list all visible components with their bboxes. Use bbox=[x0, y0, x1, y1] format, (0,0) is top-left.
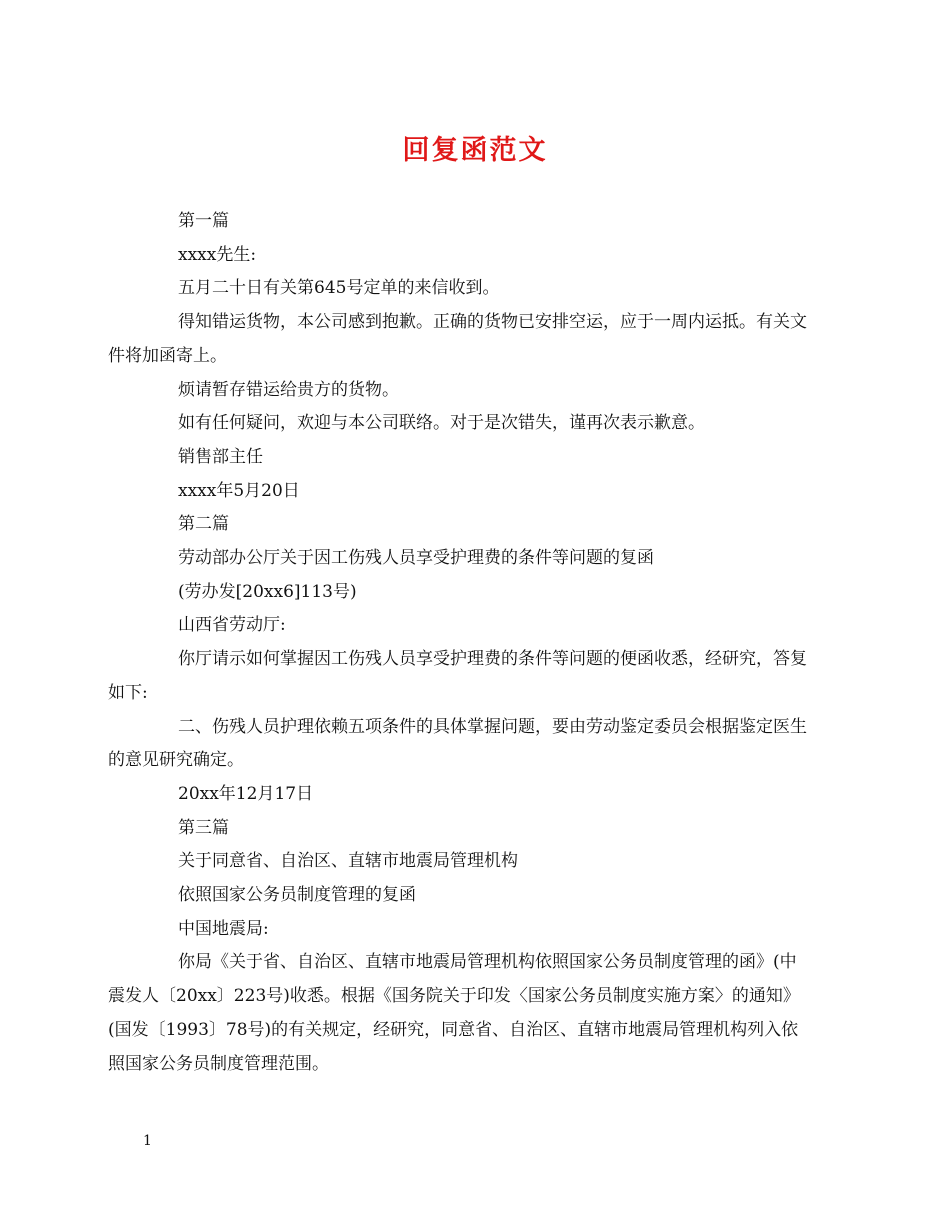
paragraph: 20xx年12月17日 bbox=[178, 783, 314, 804]
paragraph: 第一篇 bbox=[178, 211, 229, 231]
paragraph: 第二篇 bbox=[178, 514, 229, 535]
paragraph: (劳办发[20xx6]113号) bbox=[178, 581, 357, 602]
paragraph: 二、伤残人员护理依赖五项条件的具体掌握问题，要由劳动鉴定委员会根据鉴定医生的意见研究确定。 bbox=[108, 716, 807, 771]
paragraph: 你局《关于省、自治区、直辖市地震局管理机构依照国家公务员制度管理的函》(中震发人〔20xx〕223号)收悉。根据《国务院关于印发〈国家公务员制度实施方案〉的通知》(国发〔1993〕78号)的有关规定，经研究，同意省、自治区、直辖市地震局管理机构列入依照国家公务员制度管理范围。 bbox=[108, 952, 800, 1074]
paragraph: 得知错运货物，本公司感到抱歉。正确的货物已安排空运，应于一周内运抵。有关文件将加函寄上。 bbox=[108, 312, 807, 366]
paragraph: 第三篇 bbox=[178, 817, 229, 838]
paragraph: 关于同意省、自治区、直辖市地震局管理机构 bbox=[178, 851, 518, 872]
document-title: 回复函范文 bbox=[402, 135, 548, 166]
paragraph: xxxx年5月20日 bbox=[178, 480, 300, 501]
document-body bbox=[108, 205, 813, 1081]
paragraph: 烦请暂存错运给贵方的货物。 bbox=[178, 379, 399, 400]
page-number: 1 bbox=[143, 1133, 152, 1149]
paragraph: 销售部主任 bbox=[178, 446, 263, 467]
paragraph: 劳动部办公厅关于因工伤残人员享受护理费的条件等问题的复函 bbox=[178, 548, 654, 569]
paragraph: 山西省劳动厅: bbox=[178, 615, 286, 636]
paragraph: 五月二十日有关第645号定单的来信收到。 bbox=[178, 278, 500, 299]
paragraph: 中国地震局: bbox=[178, 918, 269, 939]
paragraph: 你厅请示如何掌握因工伤残人员享受护理费的条件等问题的便函收悉，经研究，答复如下: bbox=[108, 649, 807, 703]
paragraph: xxxx先生: bbox=[178, 244, 257, 265]
paragraph: 依照国家公务员制度管理的复函 bbox=[178, 885, 416, 906]
paragraph: 如有任何疑问，欢迎与本公司联络。对于是次错失，谨再次表示歉意。 bbox=[178, 413, 705, 434]
